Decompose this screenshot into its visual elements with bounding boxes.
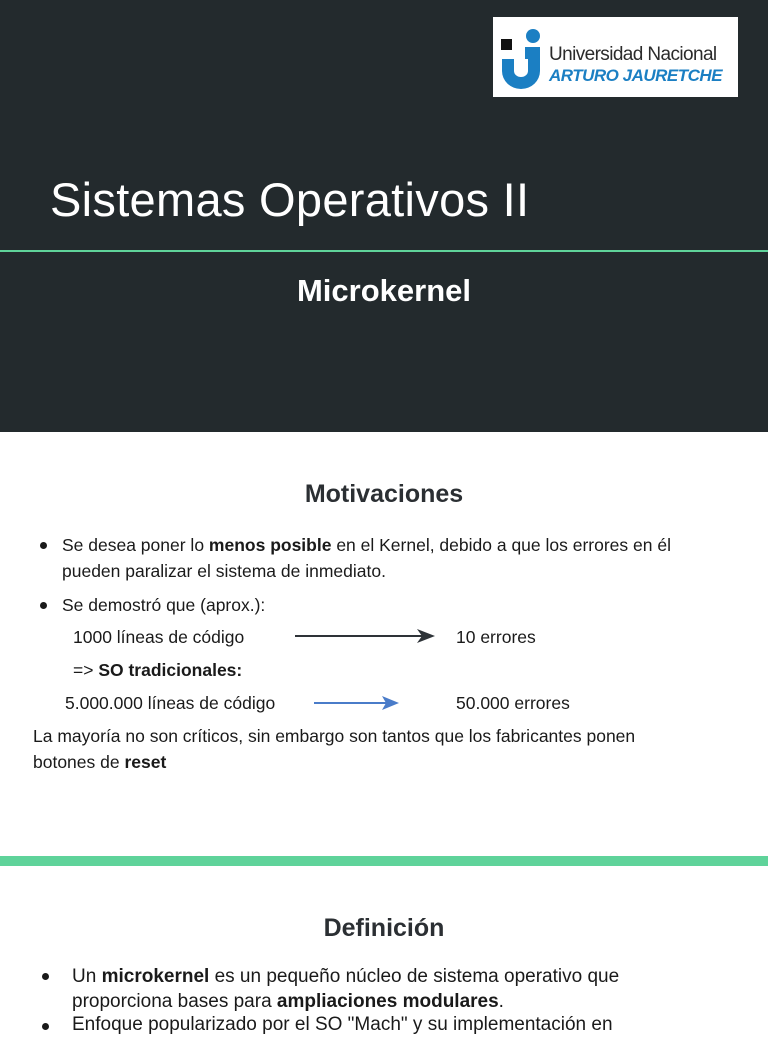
def-bullet-1-pre: Un [72, 966, 102, 987]
errors-50000: 50.000 errores [456, 693, 570, 713]
closing-text-line-2 [33, 749, 166, 775]
bullet-1-text-pre: Se desea poner lo [62, 535, 209, 555]
closing-reset-bold: reset [124, 752, 167, 772]
bullet-1-text-line2: pueden paralizar el sistema de inmediato. [62, 561, 386, 581]
bullet-icon [42, 973, 49, 980]
def-ampliaciones-bold: ampliaciones modulares [276, 991, 499, 1012]
logo-university-subname: ARTURO JAURETCHE [549, 66, 723, 85]
motivaciones-slide [0, 432, 768, 856]
motivaciones-bullet-2: Se demostró que (aprox.): [62, 595, 266, 615]
definicion-heading: Definición [323, 914, 445, 942]
motivaciones-heading: Motivaciones [304, 480, 464, 508]
bullet-icon [42, 1023, 49, 1030]
so-tradicionales-label [73, 657, 242, 683]
bullet-icon [40, 542, 47, 549]
so-prefix: => [73, 660, 99, 680]
closing-line-2-pre: botones de [33, 752, 125, 772]
presentation-title: Sistemas Operativos II [50, 173, 530, 226]
definicion-slide [0, 866, 768, 1035]
lines-of-code-5000000: 5.000.000 líneas de código [65, 693, 276, 713]
closing-text-line-1: La mayoría no son críticos, sin embargo son tantos que los fabricantes ponen [33, 726, 636, 746]
bullet-icon [40, 602, 47, 609]
def-bullet-1-mid: es un pequeño núcleo de sistema operativo que [209, 966, 620, 987]
arrow-right-icon [293, 628, 438, 644]
title-slide [0, 0, 768, 432]
motivaciones-bullet-1 [62, 532, 752, 584]
errors-10: 10 errores [456, 627, 536, 647]
lines-of-code-1000: 1000 líneas de código [73, 627, 245, 647]
definicion-bullet-1 [72, 964, 752, 1014]
title-divider [0, 250, 768, 252]
logo-university-name: Universidad Nacional [549, 44, 717, 65]
university-logo [493, 17, 738, 97]
bullet-1-text-post: en el Kernel, debido a que los errores en él [331, 535, 671, 555]
presentation-subtitle: Microkernel [296, 273, 471, 308]
university-logo-mark-icon [501, 27, 541, 89]
slide-divider-band [0, 856, 768, 866]
arrow-right-icon [312, 695, 402, 711]
bullet-1-bold: menos posible [208, 535, 332, 555]
definicion-bullet-2: Enfoque popularizado por el SO "Mach" y su implementación en [72, 1014, 613, 1035]
def-microkernel-bold: microkernel [101, 966, 210, 987]
def-bullet-1-line2-post: . [498, 991, 504, 1012]
so-tradicionales-bold: SO tradicionales: [98, 660, 243, 680]
def-bullet-1-line2-pre: proporciona bases para [72, 991, 277, 1012]
